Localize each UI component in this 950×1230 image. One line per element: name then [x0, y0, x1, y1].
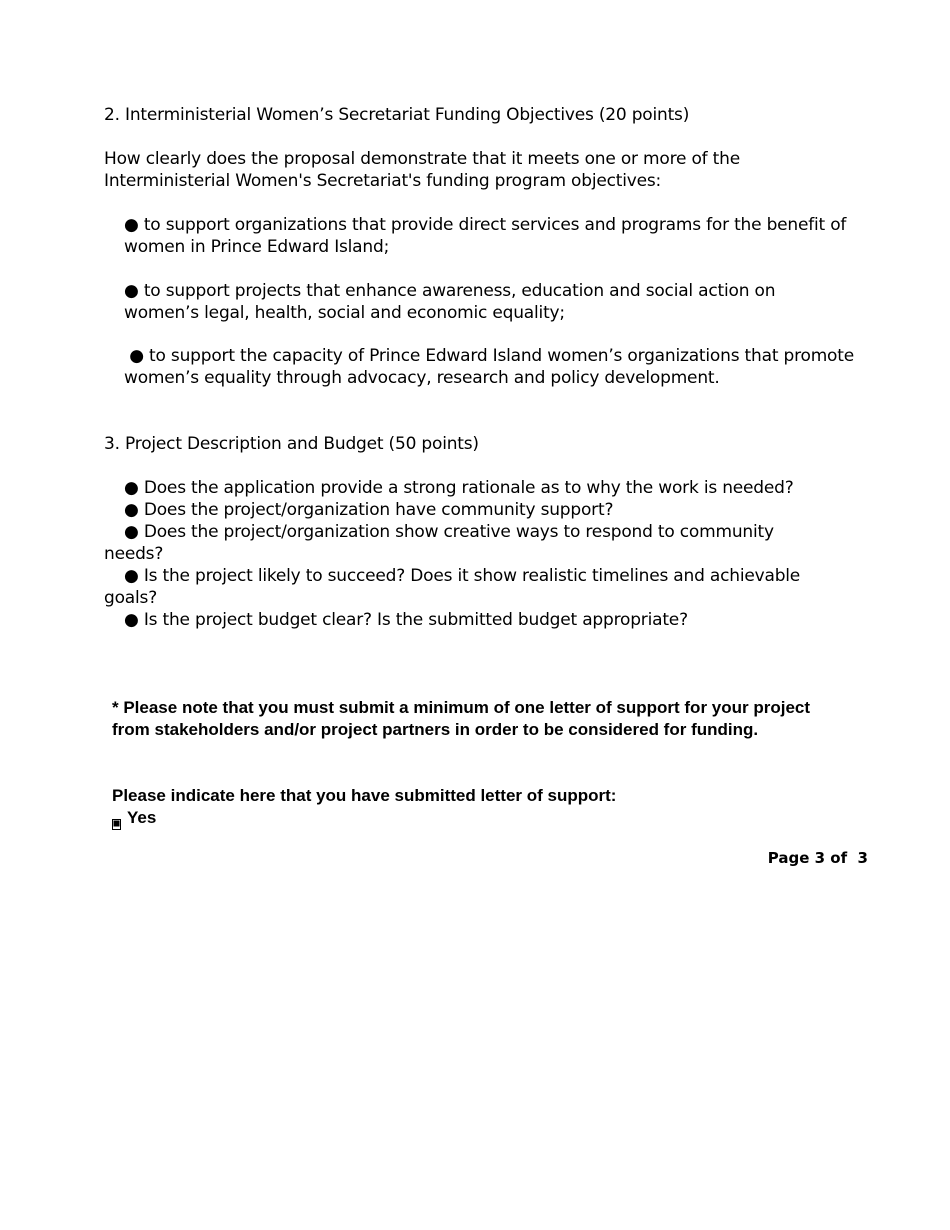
section-3-bullet-5: ● Is the project budget clear? Is the submitted budget appropriate? — [124, 610, 688, 630]
support-letter-prompt: Please indicate here that you have submitted letter of support: — [112, 786, 617, 805]
section-3-bullet-2: ● Does the project/organization have community support? — [124, 500, 614, 520]
section-2-bullet-1: ● to support organizations that provide direct services and programs for the benefit of women in Prince Edward Island; — [124, 215, 847, 257]
support-letter-yes-label: Yes — [127, 808, 157, 827]
section-3-bullet-1: ● Does the application provide a strong rationale as to why the work is needed? — [124, 478, 794, 498]
support-letter-checkbox-row[interactable] — [112, 807, 156, 829]
checkbox-checked-icon[interactable] — [112, 814, 121, 825]
section-3-heading: 3. Project Description and Budget (50 points) — [104, 434, 479, 454]
page-number: Page 3 of 3 — [767, 849, 868, 867]
section-2-intro: How clearly does the proposal demonstrate that it meets one or more of the Interministerial Women's Secretariat's funding program objectives: — [104, 149, 740, 191]
section-2-bullet-2: ● to support projects that enhance awareness, education and social action on women’s legal, health, social and economic equality; — [124, 281, 776, 323]
support-letter-note: * Please note that you must submit a minimum of one letter of support for your project from stakeholders and/or project partners in order to be considered for funding. — [112, 698, 811, 739]
section-2-heading: 2. Interministerial Women’s Secretariat Funding Objectives (20 points) — [104, 105, 690, 125]
section-3-bullet-4: ● Is the project likely to succeed? Does it show realistic timelines and achievable goals? — [104, 566, 801, 608]
section-3-bullet-3: ● Does the project/organization show creative ways to respond to community needs? — [104, 522, 774, 564]
section-2-bullet-3: ● to support the capacity of Prince Edward Island women’s organizations that promote women’s equality through advocacy, research and policy development. — [124, 346, 860, 388]
